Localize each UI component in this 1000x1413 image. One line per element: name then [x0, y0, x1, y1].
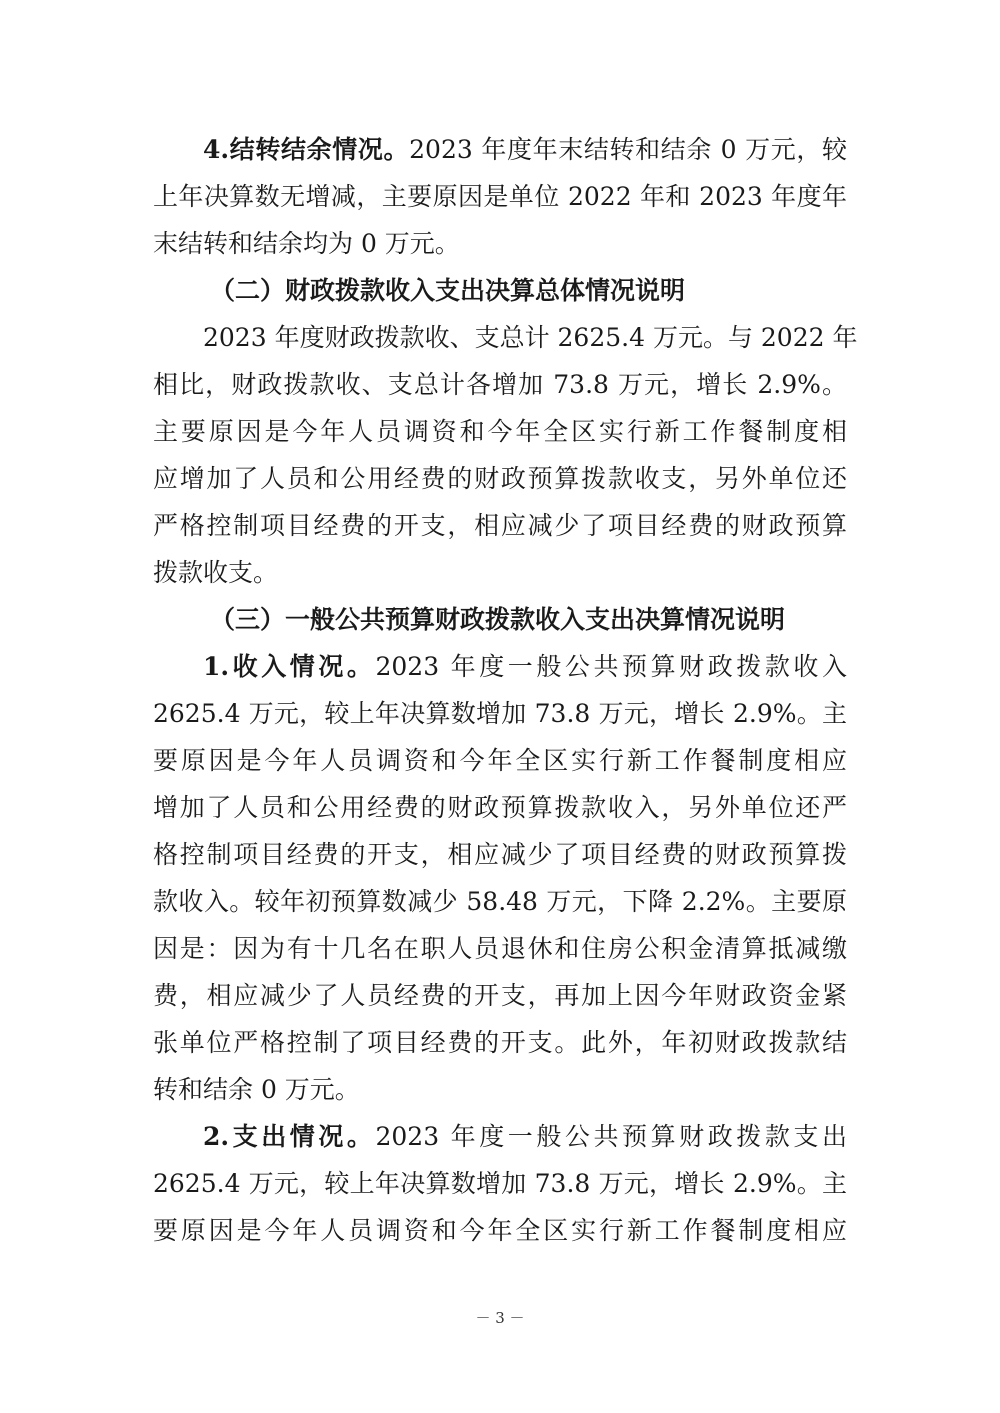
income-line-8: 费，相应减少了人员经费的开支，再加上因今年财政资金紧 [153, 981, 847, 1010]
income-line-1 [203, 652, 847, 682]
section-4-label: 4.结转结余情况。 [203, 135, 410, 164]
section-4-text: 2023 年度年末结转和结余 0 万元，较 [409, 135, 847, 164]
income-text: 2023 年度一般公共预算财政拨款收入 [375, 652, 847, 681]
income-line-3: 要原因是今年人员调资和今年全区实行新工作餐制度相应 [153, 746, 847, 775]
para-2-line-1: 2023 年度财政拨款收、支总计 2625.4 万元。与 2022 年 [203, 323, 858, 352]
income-line-7: 因是：因为有十几名在职人员退休和住房公积金清算抵减缴 [153, 934, 847, 963]
income-line-9: 张单位严格控制了项目经费的开支。此外，年初财政拨款结 [153, 1028, 847, 1057]
income-line-6: 款收入。较年初预算数减少 58.48 万元，下降 2.2%。主要原 [153, 887, 847, 916]
heading-section-3: （三）一般公共预算财政拨款收入支出决算情况说明 [210, 605, 786, 634]
income-line-4: 增加了人员和公用经费的财政预算拨款收入，另外单位还严 [153, 793, 847, 822]
section-4-line-2: 上年决算数无增减，主要原因是单位 2022 年和 2023 年度年 [153, 182, 847, 211]
income-line-2: 2625.4 万元，较上年决算数增加 73.8 万元，增长 2.9%。主 [153, 699, 847, 728]
expense-line-1 [203, 1122, 847, 1152]
income-line-10: 转和结余 0 万元。 [153, 1075, 360, 1104]
section-4-line-3: 末结转和结余均为 0 万元。 [153, 229, 460, 258]
expense-label: 2.支出情况。 [203, 1122, 376, 1151]
para-2-line-3: 主要原因是今年人员调资和今年全区实行新工作餐制度相 [153, 417, 847, 446]
para-2-line-5: 严格控制项目经费的开支，相应减少了项目经费的财政预算 [153, 511, 847, 540]
section-4-line-1 [203, 135, 847, 165]
expense-text: 2023 年度一般公共预算财政拨款支出 [375, 1122, 847, 1151]
income-label: 1.收入情况。 [203, 652, 376, 681]
expense-line-2: 2625.4 万元，较上年决算数增加 73.8 万元，增长 2.9%。主 [153, 1169, 847, 1198]
para-2-line-4: 应增加了人员和公用经费的财政预算拨款收支，另外单位还 [153, 464, 847, 493]
para-2-line-6: 拨款收支。 [153, 558, 279, 587]
expense-line-3: 要原因是今年人员调资和今年全区实行新工作餐制度相应 [153, 1216, 847, 1245]
heading-section-2: （二）财政拨款收入支出决算总体情况说明 [210, 276, 686, 305]
page-number: － 3 － [475, 1309, 525, 1327]
para-2-line-2: 相比，财政拨款收、支总计各增加 73.8 万元，增长 2.9%。 [153, 370, 847, 399]
income-line-5: 格控制项目经费的开支，相应减少了项目经费的财政预算拨 [153, 840, 847, 869]
